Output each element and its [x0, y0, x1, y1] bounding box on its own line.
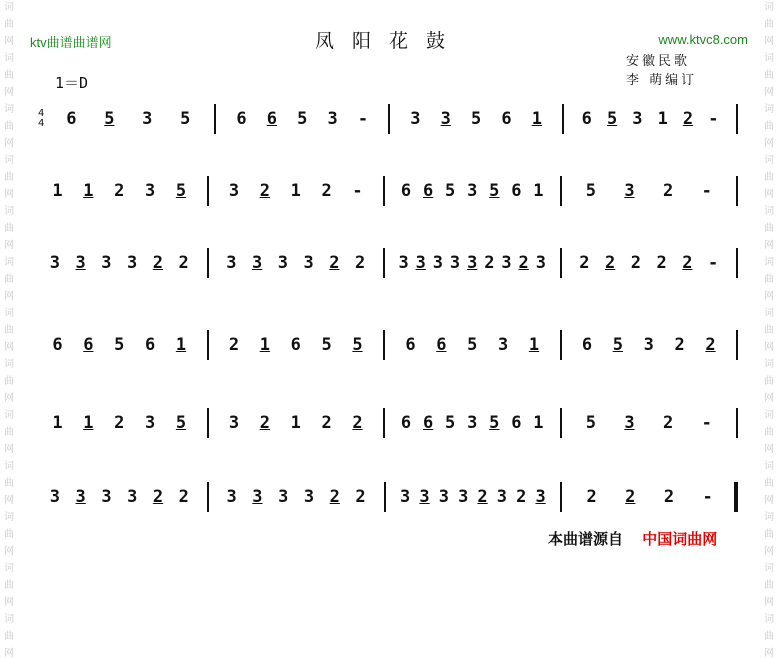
watermark-glyph: 词 [764, 512, 774, 523]
watermark-glyph: 词 [764, 155, 774, 166]
note: 6 [422, 413, 434, 433]
note: 6 [266, 109, 277, 129]
note: 2 [329, 487, 340, 507]
dash-extension: - [708, 253, 719, 273]
note: 2 [605, 253, 616, 273]
barline [736, 104, 738, 134]
arranger-credit: 李 萌编订 [626, 73, 698, 88]
note: 6 [511, 413, 522, 433]
note: 5 [352, 335, 363, 355]
watermark-glyph: 网 [764, 240, 774, 251]
note: 2 [352, 413, 363, 433]
note: 3 [449, 253, 461, 273]
barline [736, 408, 738, 438]
key-signature: 1＝D [55, 74, 89, 92]
note: 3 [277, 253, 288, 273]
barline [560, 248, 562, 278]
watermark-glyph: 词 [4, 563, 14, 574]
note: 3 [226, 253, 237, 273]
note: 3 [144, 413, 156, 433]
note: 3 [496, 487, 508, 507]
note: 2 [586, 487, 597, 507]
note: 2 [114, 413, 125, 433]
measure [215, 181, 378, 201]
watermark-glyph: 词 [4, 359, 14, 370]
note: 2 [674, 335, 685, 355]
measure [215, 335, 378, 355]
note: 1 [83, 181, 94, 201]
note: 5 [606, 109, 618, 129]
watermark-glyph: 词 [764, 53, 774, 64]
watermark-glyph: 曲 [4, 172, 14, 183]
note: 2 [477, 487, 488, 507]
note: 3 [410, 109, 421, 129]
measure [48, 109, 208, 129]
watermark-glyph: 网 [4, 495, 14, 506]
note: 6 [52, 335, 63, 355]
note: 2 [579, 253, 590, 273]
note: 2 [329, 253, 340, 273]
watermark-glyph: 网 [764, 87, 774, 98]
watermark-glyph: 词 [764, 104, 774, 115]
note: 2 [484, 253, 495, 273]
barline [560, 482, 562, 512]
barline [207, 248, 209, 278]
note: 6 [290, 335, 301, 355]
watermark-glyph: 词 [4, 155, 14, 166]
watermark-glyph: 曲 [764, 274, 774, 285]
watermark-glyph: 词 [764, 461, 774, 472]
watermark-glyph: 网 [764, 597, 774, 608]
song-origin: 安徽民歌 [626, 54, 691, 69]
note: 6 [83, 335, 94, 355]
note: 6 [436, 335, 447, 355]
dash-extension: - [708, 109, 719, 129]
dash-extension: - [701, 181, 712, 201]
note: 2 [705, 335, 716, 355]
watermark-glyph: 网 [4, 648, 14, 659]
note: 2 [114, 181, 125, 201]
note: 3 [497, 335, 509, 355]
note: 3 [643, 335, 654, 355]
watermark-glyph: 词 [4, 308, 14, 319]
barline [207, 176, 209, 206]
watermark-glyph: 词 [764, 308, 774, 319]
note: 1 [259, 335, 270, 355]
note: 5 [175, 181, 187, 201]
watermark-glyph: 网 [764, 189, 774, 200]
watermark-glyph: 词 [764, 410, 774, 421]
measure [391, 253, 554, 273]
measure [215, 487, 378, 507]
note: 3 [75, 487, 86, 507]
barline [207, 482, 209, 512]
watermark-glyph: 曲 [4, 631, 14, 642]
watermark-glyph: 网 [764, 138, 774, 149]
watermark-glyph: 词 [4, 2, 14, 13]
measure [568, 253, 731, 273]
watermark-glyph: 曲 [764, 70, 774, 81]
note: 3 [632, 109, 643, 129]
note: 3 [467, 413, 478, 433]
measure [570, 109, 730, 129]
note: 3 [228, 181, 240, 201]
note: 2 [178, 253, 189, 273]
watermark-glyph: 曲 [4, 427, 14, 438]
note: 6 [66, 109, 77, 129]
note: 1 [657, 109, 668, 129]
barline [207, 408, 209, 438]
note: 1 [52, 181, 63, 201]
note: 5 [585, 181, 596, 201]
watermark-glyph: 曲 [764, 478, 774, 489]
barline [562, 104, 564, 134]
watermark-glyph: 网 [764, 546, 774, 557]
time-signature-top: 4 [38, 108, 45, 119]
note: 1 [533, 181, 544, 201]
measure [391, 181, 554, 201]
barline [736, 176, 738, 206]
score-row [38, 474, 744, 520]
note: 3 [398, 253, 409, 273]
watermark-glyph: 网 [764, 342, 774, 353]
note: 1 [533, 413, 544, 433]
note: 5 [471, 109, 482, 129]
note: 6 [144, 335, 156, 355]
watermark-glyph: 曲 [764, 529, 774, 540]
note: 5 [114, 335, 125, 355]
measure [215, 253, 378, 273]
score-row [38, 240, 744, 286]
barline [383, 330, 385, 360]
measure [38, 413, 201, 433]
note: 1 [83, 413, 94, 433]
note: 1 [52, 413, 63, 433]
note: 3 [438, 487, 449, 507]
score-row [38, 322, 744, 368]
watermark-glyph: 词 [764, 563, 774, 574]
note: 1 [528, 335, 540, 355]
note: 3 [49, 253, 60, 273]
note: 3 [400, 487, 411, 507]
note: 2 [152, 253, 163, 273]
watermark-glyph: 曲 [4, 19, 14, 30]
note: 3 [144, 181, 156, 201]
score-row [38, 400, 744, 446]
note: 6 [501, 109, 512, 129]
watermark-glyph: 曲 [764, 325, 774, 336]
note: 2 [259, 413, 270, 433]
watermark-glyph: 曲 [764, 580, 774, 591]
watermark-glyph: 网 [4, 189, 14, 200]
note: 3 [228, 413, 240, 433]
watermark-glyph: 曲 [764, 121, 774, 132]
measure [215, 413, 378, 433]
note: 3 [49, 487, 61, 507]
barline [383, 176, 385, 206]
watermark-glyph: 词 [4, 614, 14, 625]
note: 1 [290, 413, 301, 433]
watermark-glyph: 曲 [764, 172, 774, 183]
note: 2 [518, 253, 529, 273]
watermark-glyph: 网 [764, 36, 774, 47]
note: 6 [511, 181, 522, 201]
watermark-glyph: 网 [4, 546, 14, 557]
watermark-glyph: 网 [764, 291, 774, 302]
footer-brand-link[interactable]: 中国词曲网 [642, 530, 718, 548]
note: 6 [236, 109, 247, 129]
watermark-left [2, 0, 16, 659]
watermark-glyph: 网 [764, 495, 774, 506]
watermark-glyph: 词 [764, 359, 774, 370]
score-row [38, 168, 744, 214]
measure [38, 253, 201, 273]
score-row [38, 96, 744, 142]
watermark-glyph: 词 [4, 257, 14, 268]
dash-extension: - [701, 413, 712, 433]
watermark-glyph: 网 [4, 138, 14, 149]
watermark-glyph: 曲 [4, 376, 14, 387]
note: 2 [228, 335, 240, 355]
watermark-glyph: 词 [4, 104, 14, 115]
note: 2 [259, 181, 270, 201]
watermark-glyph: 词 [4, 512, 14, 523]
note: 5 [445, 413, 456, 433]
watermark-glyph: 曲 [4, 529, 14, 540]
song-title: 凤阳花鼓 [314, 30, 463, 52]
note: 5 [445, 181, 456, 201]
watermark-glyph: 词 [764, 206, 774, 217]
watermark-glyph: 词 [764, 614, 774, 625]
note: 6 [422, 181, 434, 201]
note: 6 [405, 335, 416, 355]
barline [736, 248, 738, 278]
watermark-glyph: 网 [4, 87, 14, 98]
watermark-glyph: 网 [4, 342, 14, 353]
watermark-glyph: 曲 [4, 478, 14, 489]
watermark-glyph: 网 [4, 291, 14, 302]
measure [38, 181, 201, 201]
watermark-glyph: 曲 [764, 427, 774, 438]
watermark-glyph: 词 [4, 461, 14, 472]
note: 3 [415, 253, 426, 273]
watermark-glyph: 曲 [4, 325, 14, 336]
note: 3 [624, 181, 635, 201]
watermark-glyph: 曲 [764, 223, 774, 234]
note: 1 [531, 109, 542, 129]
note: 5 [467, 335, 478, 355]
barline [383, 408, 385, 438]
measure [396, 109, 556, 129]
measure [38, 487, 201, 507]
note: 3 [501, 253, 512, 273]
note: 3 [101, 253, 112, 273]
watermark-glyph: 曲 [4, 121, 14, 132]
note: 2 [321, 181, 332, 201]
barline [560, 408, 562, 438]
note: 5 [612, 335, 623, 355]
watermark-glyph: 网 [4, 36, 14, 47]
note: 3 [458, 487, 469, 507]
note: 3 [535, 253, 546, 273]
dash-extension: - [702, 487, 713, 507]
note: 3 [252, 253, 263, 273]
note: 3 [432, 253, 444, 273]
note: 2 [355, 487, 366, 507]
final-barline [734, 482, 738, 512]
measure [568, 487, 731, 507]
watermark-glyph: 曲 [4, 70, 14, 81]
credits [626, 52, 697, 90]
note: 3 [467, 181, 478, 201]
barline [383, 248, 385, 278]
watermark-glyph: 曲 [764, 631, 774, 642]
note: 2 [152, 487, 164, 507]
note: 3 [252, 487, 263, 507]
measure [568, 413, 731, 433]
note: 1 [175, 335, 187, 355]
note: 6 [581, 335, 593, 355]
site-url-right: www.ktvc8.com [658, 32, 748, 47]
note: 2 [355, 253, 366, 273]
note: 2 [662, 413, 674, 433]
watermark-glyph: 网 [4, 393, 14, 404]
measure [38, 335, 201, 355]
watermark-glyph: 网 [4, 444, 14, 455]
watermark-glyph: 网 [764, 444, 774, 455]
note: 3 [278, 487, 289, 507]
note: 5 [585, 413, 596, 433]
note: 2 [321, 413, 332, 433]
watermark-glyph: 词 [4, 53, 14, 64]
note: 3 [101, 487, 112, 507]
note: 3 [303, 253, 314, 273]
watermark-glyph: 曲 [4, 223, 14, 234]
watermark-glyph: 曲 [764, 376, 774, 387]
barline [384, 482, 386, 512]
note: 6 [400, 181, 412, 201]
note: 5 [297, 109, 308, 129]
barline [736, 330, 738, 360]
measure [568, 335, 731, 355]
note: 6 [581, 109, 592, 129]
watermark-glyph: 网 [4, 240, 14, 251]
note: 1 [290, 181, 301, 201]
note: 5 [321, 335, 332, 355]
measure [222, 109, 382, 129]
watermark-right [762, 0, 776, 659]
barline [207, 330, 209, 360]
watermark-glyph: 词 [4, 410, 14, 421]
note: 3 [127, 487, 138, 507]
watermark-glyph: 网 [4, 597, 14, 608]
note: 6 [400, 413, 412, 433]
note: 2 [682, 253, 693, 273]
watermark-glyph: 曲 [4, 580, 14, 591]
watermark-glyph: 词 [764, 257, 774, 268]
note: 3 [467, 253, 478, 273]
note: 2 [178, 487, 189, 507]
measure [391, 413, 554, 433]
note: 3 [75, 253, 86, 273]
note: 2 [625, 487, 636, 507]
watermark-glyph: 曲 [4, 274, 14, 285]
watermark-glyph: 词 [764, 2, 774, 13]
note: 3 [142, 109, 153, 129]
note: 2 [663, 487, 675, 507]
barline [388, 104, 390, 134]
note: 5 [180, 109, 191, 129]
dash-extension: - [357, 109, 369, 129]
note: 3 [303, 487, 315, 507]
watermark-glyph: 网 [764, 393, 774, 404]
measure [391, 335, 554, 355]
note: 3 [419, 487, 430, 507]
footer-attribution [548, 528, 717, 549]
barline [214, 104, 216, 134]
note: 3 [440, 109, 451, 129]
note: 5 [489, 413, 500, 433]
note: 3 [127, 253, 138, 273]
footer-source-label: 本曲谱源自 [548, 530, 624, 548]
measure [568, 181, 731, 201]
note: 3 [226, 487, 237, 507]
note: 2 [682, 109, 694, 129]
watermark-glyph: 曲 [764, 19, 774, 30]
note: 5 [175, 413, 187, 433]
time-signature-bottom: 4 [38, 118, 45, 129]
note: 5 [489, 181, 500, 201]
note: 2 [516, 487, 527, 507]
barline [560, 176, 562, 206]
site-name-left: ktv曲谱曲谱网 [30, 35, 112, 50]
time-signature [38, 109, 44, 129]
note: 3 [327, 109, 338, 129]
note: 5 [104, 109, 115, 129]
note: 2 [662, 181, 674, 201]
note: 2 [656, 253, 667, 273]
barline [560, 330, 562, 360]
dash-extension: - [352, 181, 363, 201]
watermark-glyph: 网 [764, 648, 774, 659]
note: 2 [630, 253, 641, 273]
watermark-glyph: 词 [4, 206, 14, 217]
note: 3 [624, 413, 635, 433]
note: 3 [535, 487, 546, 507]
measure [392, 487, 555, 507]
